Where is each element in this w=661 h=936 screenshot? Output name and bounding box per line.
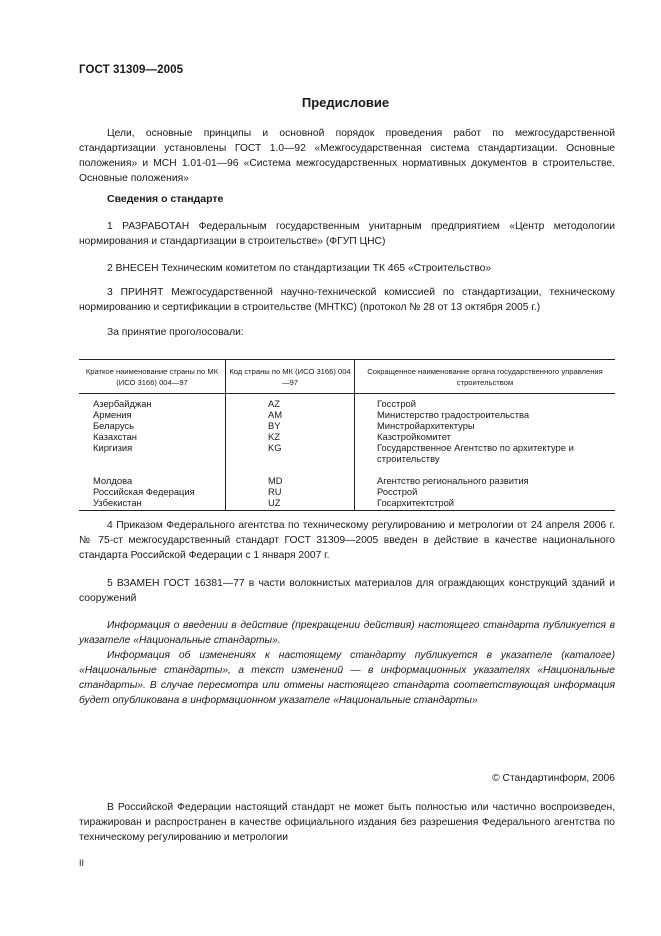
body-cell: Минстройархитектуры — [377, 420, 475, 431]
body-cell: Росстрой — [377, 486, 418, 497]
info-paragraph-1 — [79, 618, 615, 648]
item-4-text: 4 Приказом Федерального агентства по техническому регулированию и метрологии от 24 апреля 2006 г. № 75-ст межгосударственный стандарт ГОСТ 31309—2005 введен в действие в качестве национального стандарта Российской Федерации с 1 января 2007 г. — [79, 520, 615, 561]
body-cell: Госстрой — [377, 398, 416, 409]
table-row — [79, 497, 615, 511]
code-cell: KZ — [226, 431, 355, 442]
country-cell: Киргизия — [79, 442, 226, 464]
country-cell: Молдова — [79, 464, 226, 486]
code-cell: UZ — [226, 497, 355, 511]
intro-paragraph — [79, 126, 615, 186]
code-cell: AZ — [226, 394, 355, 410]
table-row — [79, 409, 615, 420]
votes-label: За принятие проголосовали: — [107, 327, 244, 338]
header-body: Сокращенное наименование органа государственного управления строительством — [355, 360, 616, 394]
item-3 — [79, 285, 615, 315]
page-title: Предисловие — [301, 95, 390, 110]
table-row — [79, 420, 615, 431]
document-header: ГОСТ 31309—2005 — [79, 64, 184, 76]
section-title: Сведения о стандарте — [107, 193, 224, 205]
country-cell: Азербайджан — [79, 394, 226, 410]
table-header-row — [79, 360, 615, 394]
footer-paragraph — [79, 800, 615, 845]
item-5 — [79, 576, 615, 606]
country-cell: Узбекистан — [79, 497, 226, 511]
country-cell: Беларусь — [79, 420, 226, 431]
item-4 — [79, 518, 615, 563]
country-cell: Казахстан — [79, 431, 226, 442]
item-2 — [79, 261, 615, 276]
header-country: Краткое наименование страны по МК (ИСО 3166) 004—97 — [79, 360, 226, 394]
table-row — [79, 442, 615, 464]
table-row — [79, 431, 615, 442]
item-5-text: 5 ВЗАМЕН ГОСТ 16381—77 в части волокнистых материалов для ограждающих конструкций зданий и сооружений — [79, 578, 615, 604]
footer-text: В Российской Федерации настоящий стандарт не может быть полностью или частично воспроизведен, тиражирован и распространен в качестве официального издания без разрешения Федерального агентства по техническому регулированию и метрологии — [79, 802, 615, 843]
country-cell: Армения — [79, 409, 226, 420]
body-cell: Госархитектстрой — [355, 497, 616, 511]
header-code: Код страны по МК (ИСО 3166) 004—97 — [226, 360, 355, 394]
page-number: II — [79, 858, 85, 868]
item-2-text: 2 ВНЕСЕН Техническим комитетом по стандартизации ТК 465 «Строительство» — [107, 263, 492, 274]
item-1-text: 1 РАЗРАБОТАН Федеральным государственным унитарным предприятием «Центр методологии нормирования и стандартизации в строительстве» (ФГУП ЦНС) — [79, 221, 615, 247]
code-cell: BY — [226, 420, 355, 431]
body-cell-text: Государственное Агентство по архитектуре и строительству — [377, 442, 574, 464]
info-paragraph-2 — [79, 648, 615, 708]
info-1-text: Информация о введении в действие (прекращении действия) настоящего стандарта публикуется в указателе «Национальные стандарты». — [79, 620, 615, 646]
copyright: © Стандартинформ, 2006 — [492, 773, 615, 784]
info-2-text: Информация об изменениях к настоящему стандарту публикуется в указателе (каталоге) «Национальные стандарты», а текст изменений — в информационных указателях «Национальные стандарты». В случае пересмотра или отмены настоящего стандарта соответствующая информация будет опубликована в информационном указателе «Национальные стандарты» — [79, 650, 615, 706]
body-cell — [355, 442, 616, 464]
country-cell: Российская Федерация — [79, 486, 226, 497]
table-row — [79, 464, 615, 486]
body-cell: Казстройкомитет — [377, 431, 451, 442]
code-cell: RU — [226, 486, 355, 497]
code-cell: AM — [226, 409, 355, 420]
code-cell: MD — [226, 464, 355, 486]
code-cell: KG — [226, 442, 355, 464]
voting-table — [79, 359, 615, 511]
intro-text: Цели, основные принципы и основной порядок проведения работ по межгосударственной стандартизации установлены ГОСТ 1.0—92 «Межгосударственная система стандартизации. Основные положения» и МСН 1.01-01—96 «Система межгосударственных нормативных документов в строительстве. Основные положения» — [79, 128, 615, 184]
item-3-text: 3 ПРИНЯТ Межгосударственной научно-технической комиссией по стандартизации, техническому нормированию и сертификации в строительстве (МНТКС) (протокол № 28 от 13 октября 2005 г.) — [79, 287, 615, 313]
body-cell: Агентство регионального развития — [377, 475, 529, 486]
table-row — [79, 394, 615, 410]
body-cell: Министерство градостроительства — [377, 409, 530, 420]
table-row — [79, 486, 615, 497]
item-1 — [79, 219, 615, 249]
